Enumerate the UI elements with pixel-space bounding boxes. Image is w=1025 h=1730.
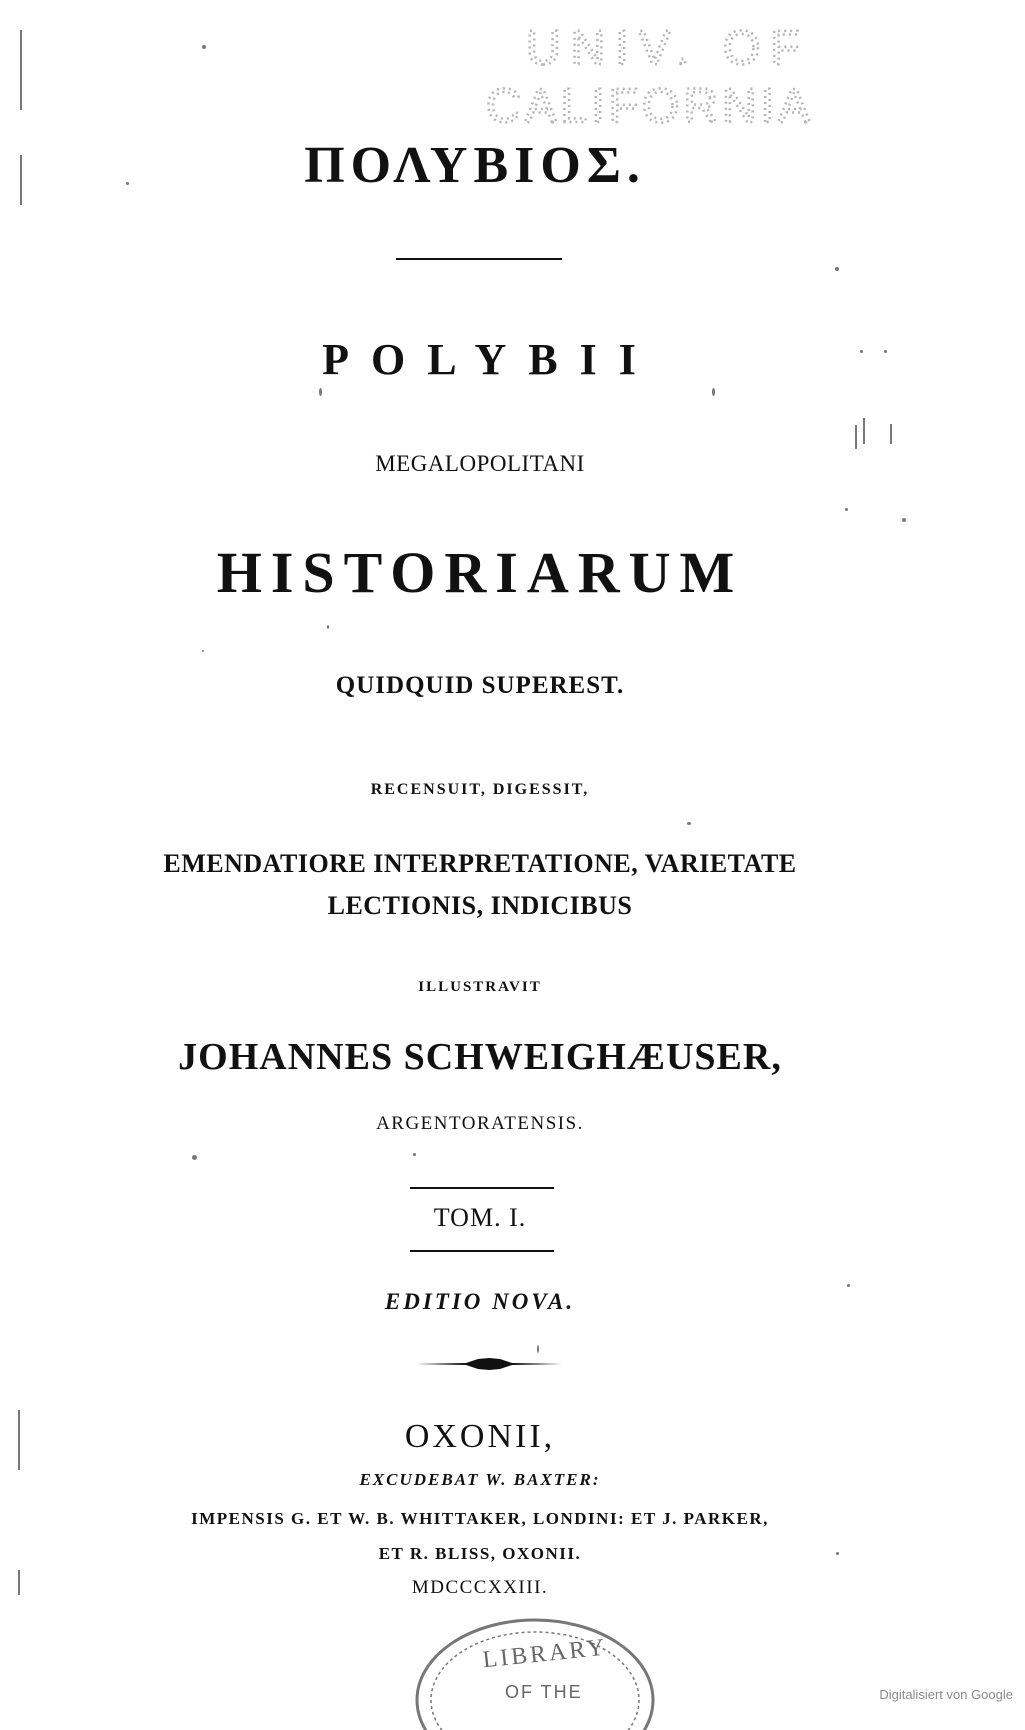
scan-speck — [847, 1284, 850, 1287]
editor-name: JOHANNES SCHWEIGHÆUSER, — [178, 1036, 782, 1078]
volume-rule-bottom — [410, 1250, 554, 1252]
volume-number: TOM. I. — [433, 1203, 527, 1232]
scan-speck — [537, 1345, 539, 1353]
scan-speck — [413, 1153, 416, 1156]
library-stamp — [405, 1590, 665, 1730]
scan-mark — [20, 155, 22, 205]
stamp-line-1: UNIV. OF — [526, 22, 810, 75]
digitized-by-google-note: Digitalisiert von Google — [879, 1687, 1013, 1702]
imprint-printer: EXCUDEBAT W. BAXTER: — [359, 1470, 601, 1489]
imprint-publishers-line-2: ET R. BLISS, OXONII. — [378, 1544, 582, 1563]
work-title: HISTORIARUM — [216, 540, 744, 605]
library-stamp-line-2: OF THE — [505, 1682, 583, 1702]
scan-speck — [319, 388, 322, 396]
university-perforated-stamp — [486, 12, 826, 127]
scan-speck — [835, 267, 839, 271]
scan-mark — [855, 425, 857, 449]
imprint-year: MDCCCXXIII. — [411, 1577, 549, 1598]
editorial-note-line-2: LECTIONIS, INDICIBUS — [327, 891, 633, 920]
editorial-note-illustravit: ILLUSTRAVIT — [418, 979, 542, 995]
scan-speck — [202, 650, 204, 652]
scan-speck — [860, 350, 863, 353]
scan-mark — [890, 424, 892, 444]
scan-speck — [687, 822, 691, 825]
ornamental-rule — [416, 1357, 562, 1371]
scan-speck — [327, 625, 329, 629]
scan-speck — [192, 1155, 197, 1160]
work-subtitle: QUIDQUID SUPEREST. — [335, 672, 625, 699]
scan-speck — [884, 350, 887, 353]
editorial-note-recensuit: RECENSUIT, DIGESSIT, — [370, 781, 590, 798]
author-epithet: MEGALOPOLITANI — [375, 451, 585, 476]
scan-speck — [712, 388, 715, 396]
edition-label: EDITIO NOVA. — [384, 1289, 576, 1314]
scan-mark — [18, 1570, 20, 1595]
scan-speck — [126, 182, 129, 185]
editorial-note-line-1: EMENDATIORE INTERPRETATIONE, VARIETATE — [163, 849, 797, 878]
greek-title: ΠΟΛΥΒΙΟΣ. — [304, 137, 646, 194]
scan-mark — [18, 1410, 20, 1470]
imprint-place: OXONII, — [404, 1418, 556, 1455]
scan-speck — [845, 508, 848, 511]
volume-rule-top — [410, 1187, 554, 1189]
scan-speck — [836, 1552, 839, 1555]
author-latin-name: POLYBII — [322, 335, 658, 384]
scan-mark — [20, 30, 22, 110]
divider-rule-top — [396, 258, 562, 260]
scan-speck — [902, 518, 906, 522]
scan-speck — [202, 45, 206, 49]
library-stamp-line-1: LIBRARY — [481, 1634, 609, 1674]
scan-mark — [863, 418, 865, 444]
editor-origin: ARGENTORATENSIS. — [376, 1113, 584, 1134]
imprint-publishers-line-1: IMPENSIS G. ET W. B. WHITTAKER, LONDINI: ET J. PARKER, — [191, 1509, 769, 1528]
stamp-line-2: CALIFORNIA — [486, 80, 815, 127]
